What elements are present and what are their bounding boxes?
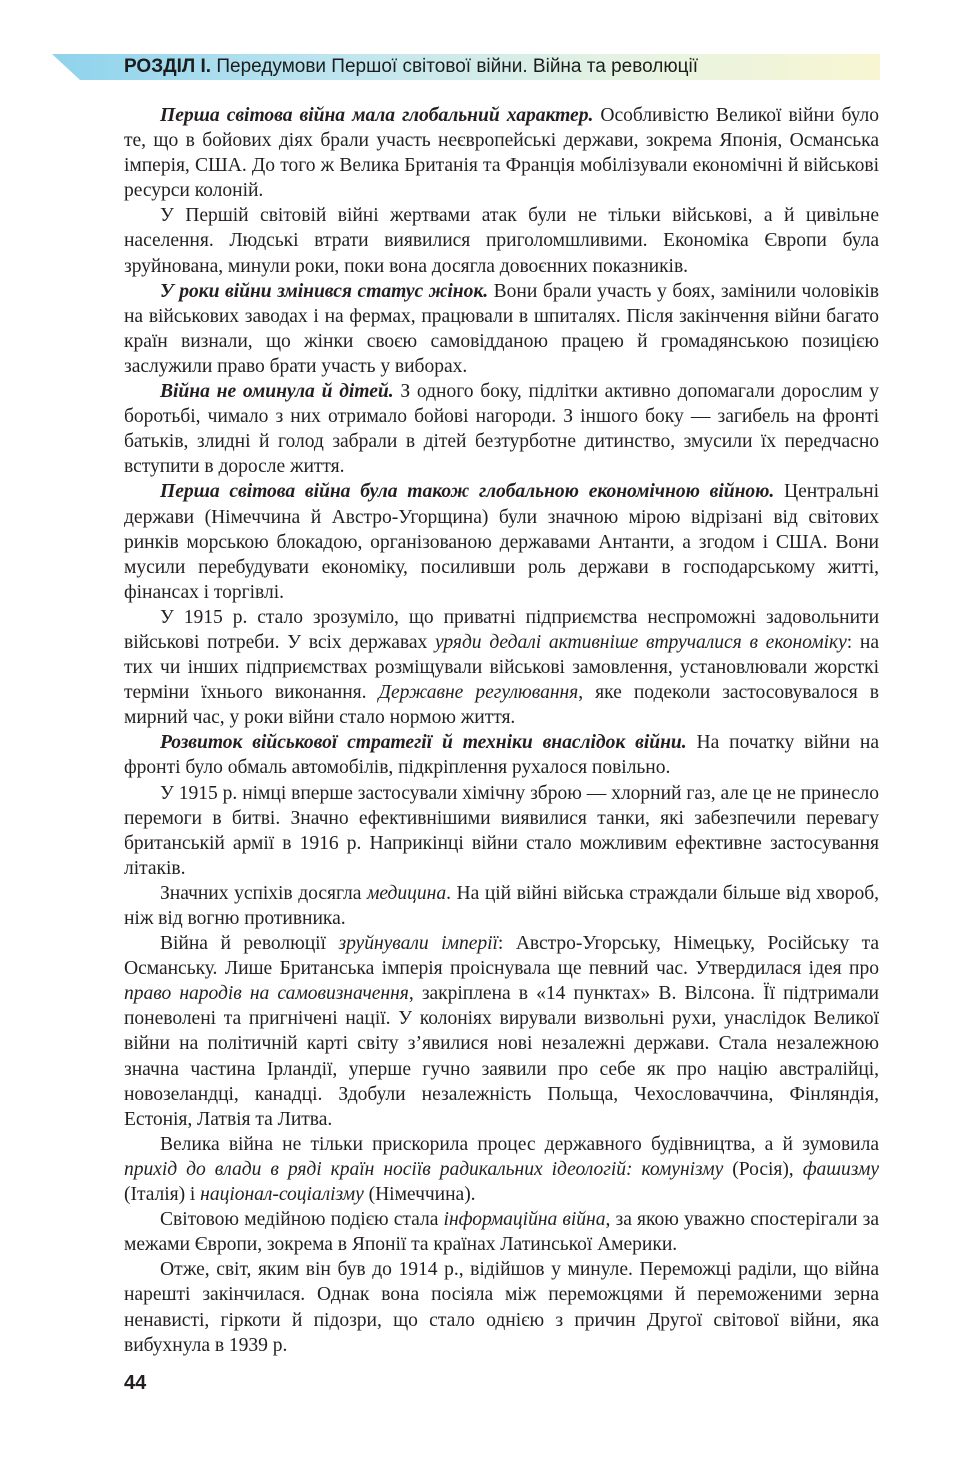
lead-heading: Війна не оминула й дітей.: [160, 381, 394, 403]
paragraph-text: , яке подеколи застосовувалося в мирний час, у роки війни стало нормою життя.: [124, 682, 879, 729]
paragraph-text: У 1915 р. стало зрозуміло, що приватні підприємства неспроможні задовольнити військові потреби. У всіх державах: [124, 606, 879, 653]
italic-term: Державне регулювання: [378, 682, 579, 704]
paragraph-text: Світовою медійною подією стала: [160, 1209, 444, 1231]
italic-term: право народів на самовизначення: [124, 983, 409, 1005]
paragraph-text: , за якою уважно спостерігали за межами Європи, зокрема в Японії та країнах Латинської Америки.: [124, 1209, 879, 1256]
paragraph-ideologies: [124, 1132, 879, 1207]
italic-term: націонал-соціалізму: [200, 1184, 364, 1206]
paragraph-text: Особливістю Великої війни було те, що в бойових діях брали участь неєвропейські держави, зокрема Японія, Османська імперія, США. До того ж Велика Британія та Франція мобілізували економічні й військові ресурси колоній.: [124, 105, 879, 202]
lead-heading: Перша світова війна мала глобальний характер.: [160, 105, 594, 126]
paragraph-global-character: [124, 103, 879, 203]
paragraph-medicine: [124, 881, 879, 931]
paragraph-text: (Німеччина).: [363, 1184, 476, 1206]
italic-term: інформаційна війна: [443, 1209, 606, 1231]
section-title: Передумови Першої світової війни. Війна та революції: [216, 56, 698, 77]
lead-heading: Перша світова війна була також глобальною економічною війною.: [160, 481, 775, 503]
italic-term: прихід до влади в ряді країн носіїв радикальних ідеологій: комунізму: [124, 1158, 724, 1180]
paragraph-empires: [124, 931, 879, 1132]
paragraph-text: : на тих чи інших підприємствах розміщували військові замовлення, установлювали жорсткі терміни їхнього виконання.: [124, 631, 879, 704]
paragraph-text: На початку війни на фронті було обмаль автомобілів, підкріплення рухалося повільно.: [124, 732, 880, 779]
paragraph-text: . На цій війні війська страждали більше від хвороб, ніж від вогню противника.: [124, 882, 879, 929]
paragraph-text: Вони брали участь у боях, замінили чоловіків на військових заводах і на фермах, працювали в шпиталях. Після закінчення війни багато країн визнали, що жінки своєю самовідданою працею й громадянською позицією заслужили право брати участь у виборах.: [124, 280, 879, 377]
italic-term: зруйнували імперії: [338, 933, 498, 955]
running-header: [124, 55, 698, 79]
paragraph-text: (Росія),: [723, 1158, 803, 1180]
italic-term: медицина: [366, 882, 447, 904]
paragraph-text: Велика війна не тільки прискорила процес державного будівництва, а й зумовила: [160, 1133, 879, 1155]
paragraph-text: , закріплена в «14 пунктах» В. Вілсона. Її підтримали поневолені та пригнічені нації. У колоніях вирували визвольні рухи, унаслідок Великої війни на політичній карті світу з’явилися нові незалежні держави. Стала незалежною значна частина Ірландії, уперше гучно заявили про себе як про націю австралійці, новозеландці, канадці. Здобули незалежність Польща, Чехословаччина, Фінляндія, Естонія, Латвія та Литва.: [124, 983, 879, 1130]
paragraph-text: У Першій світовій війні жертвами атак були не тільки військові, а й цивільне населення. Людські втрати виявилися приголомшливими. Економіка Європи була зруйнована, минули роки, поки вона досягла довоєнних показників.: [124, 205, 879, 277]
paragraph-information-war: [124, 1207, 879, 1257]
lead-heading: У роки війни змінився статус жінок.: [160, 280, 489, 302]
paragraph-conclusion: [124, 1257, 879, 1357]
section-label: РОЗДІЛ І.: [124, 56, 212, 77]
paragraph-text: З одного боку, підлітки активно допомагали дорослим у боротьбі, чимало з них отримало бойові нагороди. З іншого боку — загибель на фронті батьків, злидні й голод забрали в дітей безтурботне дитинство, змусили їх передчасно вступити в доросле життя.: [124, 381, 880, 478]
paragraph-text: Значних успіхів досягла: [160, 882, 367, 904]
paragraph-military-strategy: [124, 730, 879, 780]
paragraph-children: [124, 379, 879, 479]
paragraph-state-regulation: [124, 605, 879, 730]
main-text: [124, 103, 879, 1358]
page-number: 44: [124, 1372, 147, 1394]
paragraph-women-status: [124, 279, 879, 379]
paragraph-text: (Італія) і: [124, 1184, 201, 1206]
paragraph-text: Війна й революції: [160, 933, 339, 955]
paragraph-text: Отже, світ, яким він був до 1914 р., відійшов у минуле. Переможці раділи, що війна нарешті закінчилася. Однак вона посіяла між переможцями й переможеними зерна ненависті, гіркоти й підозри, що стало однією з причин Другої світової війни, яка вибухнула в 1939 р.: [124, 1259, 879, 1356]
paragraph-text: Центральні держави (Німеччина й Австро-Угорщина) були значною мірою відрізані від світових ринків морською блокадою, організованою державами Антанти, а згодом і США. Вони мусили перебудувати економіку, посиливши роль держави в господарському житті, фінансах і торгівлі.: [124, 481, 880, 603]
paragraph-weapons: [124, 781, 879, 881]
paragraph-economic-war: [124, 479, 879, 604]
paragraph-text: У 1915 р. німці вперше застосували хімічну зброю — хлорний газ, але це не принесло перемоги в битві. Значно ефективнішими виявилися танки, які забезпечили перевагу британській армії в 1916 р. Наприкінці війни стало можливим ефективне застосування літаків.: [124, 782, 879, 879]
paragraph-text: : Австро-Угорську, Німецьку, Російську та Османську. Лише Британська імперія проіснувала ще певний час. Утвердилася ідея про: [124, 933, 880, 980]
italic-term: фашизму: [802, 1158, 879, 1180]
paragraph-civilian-losses: [124, 203, 879, 278]
lead-heading: Розвиток військової стратегії й техніки внаслідок війни.: [160, 732, 687, 754]
italic-term: уряди дедалі активніше втручалися в економіку: [435, 631, 847, 653]
